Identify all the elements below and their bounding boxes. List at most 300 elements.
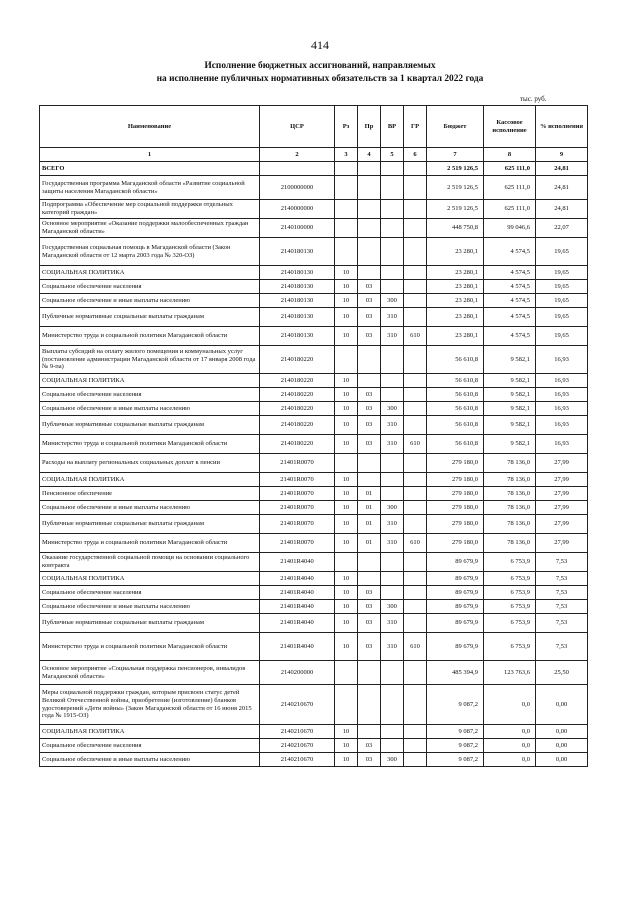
title-line-2: на исполнение публичных нормативных обязательств за 1 квартал 2022 года <box>156 74 484 84</box>
row-rz: 10 <box>335 308 358 327</box>
row-cash: 78 136,0 <box>484 454 536 473</box>
row-cash: 4 574,5 <box>484 294 536 308</box>
row-csr: 2140180130 <box>260 280 335 294</box>
table-header-row <box>40 106 588 148</box>
title-line-1: Исполнение бюджетных ассигнований, направляемых <box>204 61 436 71</box>
row-name: Государственная социальная помощь в Магаданской области (Закон Магаданской области от 12 марта 2003 года № 320-ОЗ) <box>40 238 260 266</box>
row-pct: 16,93 <box>536 416 588 435</box>
row-budget: 56 610,8 <box>427 388 484 402</box>
row-pct: 19,65 <box>536 280 588 294</box>
row-rz: 10 <box>335 266 358 280</box>
row-pct: 16,93 <box>536 402 588 416</box>
row-csr: 21401R4040 <box>260 572 335 586</box>
row-rz <box>335 200 358 219</box>
row-name: Министерство труда и социальной политики Магаданской области <box>40 327 260 346</box>
row-pct: 7,53 <box>536 633 588 661</box>
row-pr <box>358 661 381 685</box>
row-gr <box>404 176 427 200</box>
row-budget: 56 610,8 <box>427 346 484 374</box>
row-csr: 2140180130 <box>260 294 335 308</box>
row-cash: 0,0 <box>484 685 536 725</box>
row-pr: 03 <box>358 308 381 327</box>
row-pct: 0,00 <box>536 739 588 753</box>
row-csr: 2140180220 <box>260 388 335 402</box>
row-cash: 0,0 <box>484 739 536 753</box>
row-vr: 310 <box>381 435 404 454</box>
table-row <box>40 280 588 294</box>
table-row <box>40 435 588 454</box>
row-gr <box>404 219 427 238</box>
row-pr: 03 <box>358 388 381 402</box>
table-row <box>40 238 588 266</box>
row-cash: 6 753,9 <box>484 586 536 600</box>
row-pr <box>358 346 381 374</box>
row-rz: 10 <box>335 600 358 614</box>
table-row <box>40 725 588 739</box>
row-vr: 310 <box>381 614 404 633</box>
row-pr <box>358 238 381 266</box>
column-number: 2 <box>260 148 335 162</box>
row-vr <box>381 739 404 753</box>
row-vr: 310 <box>381 534 404 553</box>
table-row <box>40 176 588 200</box>
row-budget: 2 519 126,5 <box>427 200 484 219</box>
row-name: Социальное обеспечение и иные выплаты населению <box>40 402 260 416</box>
row-csr: 2140180220 <box>260 346 335 374</box>
total-cash: 625 111,0 <box>484 162 536 176</box>
row-vr <box>381 176 404 200</box>
row-vr <box>381 388 404 402</box>
row-cash: 78 136,0 <box>484 534 536 553</box>
row-pct: 7,53 <box>536 553 588 572</box>
row-gr <box>404 661 427 685</box>
budget-table <box>39 105 588 767</box>
row-rz <box>335 176 358 200</box>
row-pr <box>358 374 381 388</box>
row-csr: 2140180220 <box>260 416 335 435</box>
header-name: Наименование <box>40 106 260 148</box>
row-pct: 27,99 <box>536 534 588 553</box>
row-pct: 27,99 <box>536 515 588 534</box>
row-cash: 4 574,5 <box>484 327 536 346</box>
row-name: Социальное обеспечение населения <box>40 388 260 402</box>
row-pct: 27,99 <box>536 487 588 501</box>
row-rz: 10 <box>335 739 358 753</box>
row-budget: 89 679,9 <box>427 600 484 614</box>
row-rz: 10 <box>335 416 358 435</box>
row-budget: 89 679,9 <box>427 553 484 572</box>
row-budget: 89 679,9 <box>427 572 484 586</box>
row-vr: 310 <box>381 327 404 346</box>
row-pr: 03 <box>358 294 381 308</box>
page-number: 414 <box>311 38 329 52</box>
row-csr: 2140180130 <box>260 238 335 266</box>
row-csr: 21401R4040 <box>260 553 335 572</box>
row-cash: 9 582,1 <box>484 374 536 388</box>
row-csr: 2140180130 <box>260 308 335 327</box>
row-pr <box>358 176 381 200</box>
row-name: Оказание государственной социальной помощи на основании социального контракта <box>40 553 260 572</box>
row-csr: 2140210670 <box>260 725 335 739</box>
header-cash: Кассовое исполнение <box>484 106 536 148</box>
row-rz: 10 <box>335 487 358 501</box>
row-rz: 10 <box>335 374 358 388</box>
table-row <box>40 487 588 501</box>
row-csr: 2140180220 <box>260 374 335 388</box>
row-vr <box>381 473 404 487</box>
row-pct: 16,93 <box>536 435 588 454</box>
column-number-row <box>40 148 588 162</box>
row-gr <box>404 266 427 280</box>
row-cash: 6 753,9 <box>484 614 536 633</box>
table-row <box>40 200 588 219</box>
row-rz: 10 <box>335 753 358 767</box>
row-budget: 89 679,9 <box>427 586 484 600</box>
row-cash: 9 582,1 <box>484 388 536 402</box>
row-pr <box>358 685 381 725</box>
row-pr <box>358 266 381 280</box>
row-cash: 9 582,1 <box>484 402 536 416</box>
row-pct: 19,65 <box>536 327 588 346</box>
row-pr: 03 <box>358 416 381 435</box>
table-row <box>40 614 588 633</box>
row-csr: 21401R0070 <box>260 454 335 473</box>
table-row <box>40 501 588 515</box>
row-pct: 24,81 <box>536 200 588 219</box>
row-csr: 2140210670 <box>260 753 335 767</box>
document-title <box>0 60 640 86</box>
column-number: 9 <box>536 148 588 162</box>
table-row <box>40 534 588 553</box>
row-pr: 01 <box>358 534 381 553</box>
row-name: СОЦИАЛЬНАЯ ПОЛИТИКА <box>40 725 260 739</box>
row-budget: 56 610,8 <box>427 435 484 454</box>
row-rz <box>335 685 358 725</box>
row-vr <box>381 266 404 280</box>
row-gr <box>404 501 427 515</box>
row-pr: 01 <box>358 515 381 534</box>
row-budget: 485 394,9 <box>427 661 484 685</box>
row-gr <box>404 685 427 725</box>
row-pct: 24,81 <box>536 176 588 200</box>
row-budget: 279 180,0 <box>427 501 484 515</box>
column-number: 8 <box>484 148 536 162</box>
row-vr: 300 <box>381 402 404 416</box>
row-budget: 23 280,1 <box>427 327 484 346</box>
table-row <box>40 454 588 473</box>
row-budget: 279 180,0 <box>427 534 484 553</box>
row-csr: 2140000000 <box>260 200 335 219</box>
row-pr <box>358 473 381 487</box>
row-budget: 279 180,0 <box>427 454 484 473</box>
header-rz: Рз <box>335 106 358 148</box>
row-name: Социальное обеспечение и иные выплаты населению <box>40 501 260 515</box>
row-gr <box>404 553 427 572</box>
row-gr <box>404 515 427 534</box>
row-csr: 21401R0070 <box>260 515 335 534</box>
row-pct: 7,53 <box>536 586 588 600</box>
row-csr: 2140200000 <box>260 661 335 685</box>
header-budget: Бюджет <box>427 106 484 148</box>
row-gr <box>404 294 427 308</box>
row-rz <box>335 661 358 685</box>
row-csr: 21401R0070 <box>260 534 335 553</box>
row-budget: 56 610,8 <box>427 374 484 388</box>
table-row <box>40 753 588 767</box>
row-csr: 21401R4040 <box>260 614 335 633</box>
row-rz: 10 <box>335 501 358 515</box>
row-rz: 10 <box>335 402 358 416</box>
row-budget: 23 280,1 <box>427 266 484 280</box>
row-vr <box>381 238 404 266</box>
row-rz <box>335 346 358 374</box>
row-vr <box>381 200 404 219</box>
column-number: 6 <box>404 148 427 162</box>
row-csr: 21401R4040 <box>260 586 335 600</box>
row-gr <box>404 487 427 501</box>
row-pct: 22,07 <box>536 219 588 238</box>
units-label: тыс. руб. <box>520 95 547 103</box>
header-pr: Пр <box>358 106 381 148</box>
column-number: 3 <box>335 148 358 162</box>
row-name: Публичные нормативные социальные выплаты гражданам <box>40 308 260 327</box>
row-vr <box>381 685 404 725</box>
row-csr: 2140180130 <box>260 327 335 346</box>
row-vr <box>381 725 404 739</box>
row-pr: 03 <box>358 327 381 346</box>
row-gr <box>404 600 427 614</box>
row-gr <box>404 308 427 327</box>
row-cash: 4 574,5 <box>484 266 536 280</box>
row-cash: 78 136,0 <box>484 501 536 515</box>
row-name: СОЦИАЛЬНАЯ ПОЛИТИКА <box>40 266 260 280</box>
row-gr <box>404 346 427 374</box>
row-budget: 279 180,0 <box>427 473 484 487</box>
row-gr <box>404 374 427 388</box>
row-vr <box>381 553 404 572</box>
total-pct: 24,81 <box>536 162 588 176</box>
row-budget: 56 610,8 <box>427 402 484 416</box>
row-gr <box>404 572 427 586</box>
row-vr: 300 <box>381 294 404 308</box>
row-rz <box>335 219 358 238</box>
row-rz: 10 <box>335 725 358 739</box>
row-name: Подпрограмма «Обеспечение мер социальной поддержки отдельных категорий граждан» <box>40 200 260 219</box>
row-cash: 625 111,0 <box>484 176 536 200</box>
total-label: ВСЕГО <box>40 162 260 176</box>
row-cash: 78 136,0 <box>484 487 536 501</box>
row-rz: 10 <box>335 388 358 402</box>
row-pr: 03 <box>358 739 381 753</box>
row-budget: 9 087,2 <box>427 753 484 767</box>
row-rz <box>335 238 358 266</box>
row-csr: 21401R4040 <box>260 633 335 661</box>
table-row <box>40 308 588 327</box>
table-row <box>40 661 588 685</box>
row-csr: 2100000000 <box>260 176 335 200</box>
row-pr: 03 <box>358 753 381 767</box>
row-cash: 4 574,5 <box>484 308 536 327</box>
row-pct: 19,65 <box>536 266 588 280</box>
row-cash: 9 582,1 <box>484 435 536 454</box>
row-csr: 2140180130 <box>260 266 335 280</box>
row-vr <box>381 454 404 473</box>
row-vr <box>381 487 404 501</box>
row-vr: 300 <box>381 501 404 515</box>
row-gr <box>404 586 427 600</box>
row-name: Публичные нормативные социальные выплаты гражданам <box>40 416 260 435</box>
row-rz: 10 <box>335 294 358 308</box>
row-budget: 56 610,8 <box>427 416 484 435</box>
row-budget: 279 180,0 <box>427 515 484 534</box>
row-vr: 300 <box>381 753 404 767</box>
row-pr: 01 <box>358 501 381 515</box>
row-gr <box>404 725 427 739</box>
row-pr <box>358 200 381 219</box>
table-row <box>40 600 588 614</box>
row-vr <box>381 280 404 294</box>
row-pct: 7,53 <box>536 614 588 633</box>
row-cash: 6 753,9 <box>484 572 536 586</box>
row-rz <box>335 553 358 572</box>
row-csr: 2140100000 <box>260 219 335 238</box>
row-budget: 23 280,1 <box>427 308 484 327</box>
row-gr <box>404 280 427 294</box>
table-row <box>40 685 588 725</box>
row-gr <box>404 753 427 767</box>
header-vr: ВР <box>381 106 404 148</box>
row-budget: 9 087,2 <box>427 685 484 725</box>
row-cash: 4 574,5 <box>484 280 536 294</box>
row-csr: 2140210670 <box>260 685 335 725</box>
row-cash: 4 574,5 <box>484 238 536 266</box>
total-row <box>40 162 588 176</box>
row-rz <box>335 454 358 473</box>
row-name: Государственная программа Магаданской области «Развитие социальной защиты населения Магаданской области» <box>40 176 260 200</box>
row-budget: 23 280,1 <box>427 294 484 308</box>
row-cash: 0,0 <box>484 753 536 767</box>
row-name: Министерство труда и социальной политики Магаданской области <box>40 435 260 454</box>
row-name: Основное мероприятие «Социальная поддержка пенсионеров, инвалидов Магаданской области» <box>40 661 260 685</box>
total-budget: 2 519 126,5 <box>427 162 484 176</box>
row-csr: 21401R0070 <box>260 487 335 501</box>
row-cash: 6 753,9 <box>484 553 536 572</box>
row-csr: 21401R4040 <box>260 600 335 614</box>
row-vr <box>381 572 404 586</box>
row-csr: 2140210670 <box>260 739 335 753</box>
column-number: 5 <box>381 148 404 162</box>
table-row <box>40 553 588 572</box>
row-csr: 2140180220 <box>260 435 335 454</box>
row-pct: 0,00 <box>536 685 588 725</box>
row-cash: 99 046,6 <box>484 219 536 238</box>
row-pr: 03 <box>358 633 381 661</box>
row-pct: 19,65 <box>536 308 588 327</box>
row-name: Социальное обеспечение и иные выплаты населению <box>40 600 260 614</box>
row-vr <box>381 219 404 238</box>
table-row <box>40 739 588 753</box>
row-pct: 25,50 <box>536 661 588 685</box>
row-budget: 9 087,2 <box>427 725 484 739</box>
header-csr: ЦСР <box>260 106 335 148</box>
column-number: 1 <box>40 148 260 162</box>
row-pct: 7,53 <box>536 600 588 614</box>
row-cash: 78 136,0 <box>484 473 536 487</box>
row-rz: 10 <box>335 327 358 346</box>
row-gr <box>404 614 427 633</box>
row-budget: 2 519 126,5 <box>427 176 484 200</box>
row-vr <box>381 374 404 388</box>
row-gr <box>404 238 427 266</box>
row-rz: 10 <box>335 633 358 661</box>
header-gr: ГР <box>404 106 427 148</box>
row-vr: 310 <box>381 515 404 534</box>
table-row <box>40 416 588 435</box>
row-pr: 03 <box>358 280 381 294</box>
row-pr <box>358 572 381 586</box>
row-name: Социальное обеспечение населения <box>40 586 260 600</box>
table-row <box>40 402 588 416</box>
row-pr <box>358 553 381 572</box>
row-budget: 23 280,1 <box>427 280 484 294</box>
table-row <box>40 266 588 280</box>
row-cash: 625 111,0 <box>484 200 536 219</box>
row-name: СОЦИАЛЬНАЯ ПОЛИТИКА <box>40 374 260 388</box>
row-name: Расходы на выплату региональных социальных доплат к пенсии <box>40 454 260 473</box>
row-pct: 0,00 <box>536 753 588 767</box>
row-gr <box>404 739 427 753</box>
row-name: Министерство труда и социальной политики Магаданской области <box>40 633 260 661</box>
row-vr: 310 <box>381 416 404 435</box>
row-pr: 03 <box>358 586 381 600</box>
row-budget: 9 087,2 <box>427 739 484 753</box>
row-name: Меры социальной поддержки граждан, которым присвоен статус детей Великой Отечественной войны, приобретение (изготовление) бланков удостоверений «Дети войны» (Закон Магаданской области от 16 июня 2015 года № 1915-ОЗ) <box>40 685 260 725</box>
row-rz: 10 <box>335 614 358 633</box>
row-name: Выплаты субсидий на оплату жилого помещения и коммунальных услуг (постановление администрации Магаданской области от 17 января 2008 года № 9-па) <box>40 346 260 374</box>
row-gr: 610 <box>404 435 427 454</box>
row-rz: 10 <box>335 473 358 487</box>
row-pct: 16,93 <box>536 388 588 402</box>
row-vr <box>381 346 404 374</box>
row-pct: 27,99 <box>536 473 588 487</box>
row-pct: 19,65 <box>536 294 588 308</box>
row-cash: 0,0 <box>484 725 536 739</box>
row-gr: 610 <box>404 534 427 553</box>
row-vr: 310 <box>381 633 404 661</box>
table-row <box>40 586 588 600</box>
row-name: СОЦИАЛЬНАЯ ПОЛИТИКА <box>40 572 260 586</box>
row-rz: 10 <box>335 435 358 454</box>
column-number: 7 <box>427 148 484 162</box>
row-pr: 03 <box>358 402 381 416</box>
row-gr <box>404 200 427 219</box>
table-row <box>40 346 588 374</box>
row-name: СОЦИАЛЬНАЯ ПОЛИТИКА <box>40 473 260 487</box>
row-name: Социальное обеспечение и иные выплаты населению <box>40 294 260 308</box>
row-rz: 10 <box>335 586 358 600</box>
table-row <box>40 473 588 487</box>
row-name: Пенсионное обеспечение <box>40 487 260 501</box>
row-pr: 03 <box>358 614 381 633</box>
row-budget: 89 679,9 <box>427 633 484 661</box>
row-gr <box>404 388 427 402</box>
row-pct: 19,65 <box>536 238 588 266</box>
row-gr <box>404 454 427 473</box>
row-budget: 89 679,9 <box>427 614 484 633</box>
row-budget: 279 180,0 <box>427 487 484 501</box>
row-pr: 03 <box>358 435 381 454</box>
row-csr: 2140180220 <box>260 402 335 416</box>
